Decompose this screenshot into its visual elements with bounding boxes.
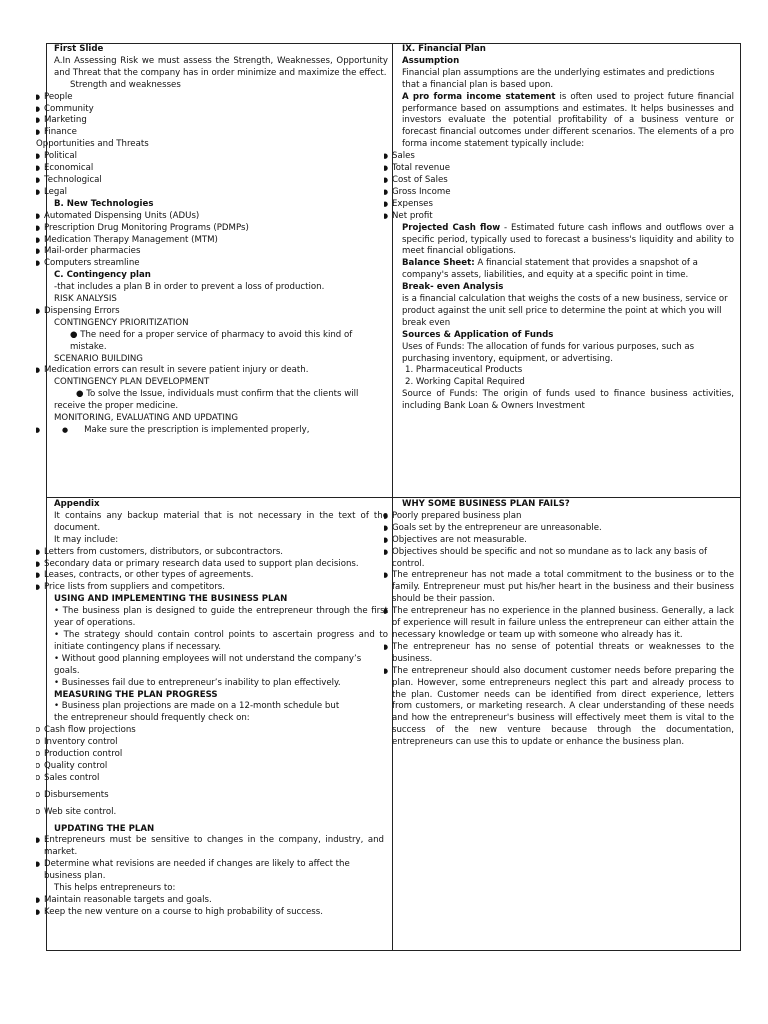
contingency-text: -that includes a plan B in order to prevent a loss of production. xyxy=(54,282,325,293)
list-item: ● Finance xyxy=(36,127,388,139)
list-item: ● Poorly prepared business plan xyxy=(384,511,734,523)
break-even-heading: Break- even Analysis xyxy=(402,282,504,293)
check-item: o Web site control. xyxy=(36,807,388,819)
development-text: ● To solve the Issue, individuals must confirm that the clients will receive the proper medicine. xyxy=(54,389,359,412)
list-item: ● The entrepreneur has no sense of potential threats or weaknesses to the business. xyxy=(384,642,734,666)
list-item: ● Economical xyxy=(36,163,388,175)
cash-flow-text: - Estimated future cash inflows and outflows over a specific period, typically used to forecast a business's liquidity and ability to meet financial obligations. xyxy=(402,222,734,257)
measuring-text: • Business plan projections are made on a 12-month schedule but the entrepreneur should frequently check on: xyxy=(54,701,340,724)
list-item: ● The entrepreneur has no experience in the planned business. Generally, a lack of experience will result in failure unless the entrepreneur can either attain the necessary knowledge or team up with someone who already has it. xyxy=(384,606,734,642)
list-item: ● Medication errors can result in severe patient injury or death. xyxy=(36,365,388,377)
list-item: ● Prescription Drug Monitoring Programs (PDMPs) xyxy=(36,223,388,235)
list-item: ● Community xyxy=(36,104,388,116)
list-item: 2. Working Capital Required xyxy=(405,377,525,388)
monitoring-item xyxy=(36,425,388,437)
appendix-title: Appendix xyxy=(54,499,100,509)
pro-forma-paragraph xyxy=(384,92,734,152)
may-include-text: It may include: xyxy=(54,534,119,545)
list-item: ● Dispensing Errors xyxy=(36,306,388,318)
monitoring-text: Make sure the prescription is implemented properly, xyxy=(84,425,310,435)
list-item: ● Political xyxy=(36,151,388,163)
sw-heading: Strength and weaknesses xyxy=(70,79,181,90)
monitoring-heading: MONITORING, EVALUATING AND UPDATING xyxy=(54,413,238,424)
ot-heading: Opportunities and Threats xyxy=(36,139,149,150)
cash-flow-label: Projected Cash flow xyxy=(402,222,501,233)
risk-analysis-heading: RISK ANALYSIS xyxy=(54,294,117,305)
list-item: • Businesses fail due to entrepreneur’s inability to plan effectively. xyxy=(54,677,341,688)
list-item: • Without good planning employees will not understand the company’s goals. xyxy=(54,653,362,676)
check-item: o Quality control xyxy=(36,761,388,773)
list-item: ● Automated Dispensing Units (ADUs) xyxy=(36,211,388,223)
cash-flow-paragraph xyxy=(384,223,734,259)
list-item: ● Computers streamline xyxy=(36,258,388,270)
first-slide-title: First Slide xyxy=(54,44,104,54)
list-item: ● Maintain reasonable targets and goals. xyxy=(36,895,388,907)
list-item: ● Leases, contracts, or other types of agreements. xyxy=(36,570,388,582)
scenario-heading: SCENARIO BUILDING xyxy=(54,353,143,364)
list-item: ● Legal xyxy=(36,187,388,199)
list-item: ● Marketing xyxy=(36,115,388,127)
list-item: ● Sales xyxy=(384,151,734,163)
measuring-heading: MEASURING THE PLAN PROGRESS xyxy=(54,689,218,700)
sources-heading: Sources & Application of Funds xyxy=(402,329,554,340)
balance-paragraph xyxy=(384,258,734,282)
list-item: ● Cost of Sales xyxy=(384,175,734,187)
development-heading: CONTINGENCY PLAN DEVELOPMENT xyxy=(54,377,210,388)
updating-heading: UPDATING THE PLAN xyxy=(54,823,155,834)
check-item: o Disbursements xyxy=(36,790,388,802)
using-heading: USING AND IMPLEMENTING THE BUSINESS PLAN xyxy=(54,594,288,605)
check-item: o Inventory control xyxy=(36,737,388,749)
fails-title: WHY SOME BUSINESS PLAN FAILS? xyxy=(402,499,570,509)
balance-label: Balance Sheet: xyxy=(402,258,475,269)
break-even-text: is a financial calculation that weighs the costs of a new business, service or product against the unit sell price to determine the point at which you will break even xyxy=(402,294,728,328)
list-item: ● Net profit xyxy=(384,211,734,223)
source-text: Source of Funds: The origin of funds used to finance business activities, including Bank Loan & Owners Investment xyxy=(402,389,734,412)
assumption-text: Financial plan assumptions are the underlying estimates and predictions that a financial plan is based upon. xyxy=(402,67,715,90)
first-slide-section xyxy=(36,44,388,437)
check-item: o Sales control xyxy=(36,773,388,785)
list-item: ● Keep the new venture on a course to high probability of success. xyxy=(36,907,388,919)
list-item: ● Goals set by the entrepreneur are unreasonable. xyxy=(384,523,734,535)
list-item: ● Total revenue xyxy=(384,163,734,175)
list-item: • The business plan is designed to guide the entrepreneur through the first year of operations. xyxy=(54,606,388,629)
prioritization-text: ● The need for a proper service of pharmacy to avoid this kind of mistake. xyxy=(70,329,353,352)
list-item: ● People xyxy=(36,92,388,104)
list-item: ● Objectives are not measurable. xyxy=(384,535,734,547)
list-item: ● The entrepreneur should also document customer needs before preparing the plan. However, some entrepreneurs neglect this part and already process to the plan. Customer needs can be identified from direct experience, letters from customers, or marketing research. A clear understanding of these needs and how the entrepreneur's business will effectively meet them is vital to the success of the new venture because through the documentation, entrepreneurs can use this to update or enhance the business plan. xyxy=(384,666,734,749)
prioritization-heading: CONTINGENCY PRIORITIZATION xyxy=(54,317,189,328)
list-item: ● Objectives should be specific and not so mundane as to lack any basis of control. xyxy=(384,547,734,571)
check-item: o Production control xyxy=(36,749,388,761)
balance-text: A financial statement that provides a snapshot of a company's assets, liabilities, and equity at a specific point in time. xyxy=(402,258,698,281)
assumption-heading: Assumption xyxy=(402,55,460,66)
uses-text: Uses of Funds: The allocation of funds for various purposes, such as purchasing inventory, equipment, or advertising. xyxy=(402,341,695,364)
list-item: ● Secondary data or primary research data used to support plan decisions. xyxy=(36,559,388,571)
helps-text: This helps entrepreneurs to: xyxy=(54,883,176,894)
check-item: o Cash flow projections xyxy=(36,725,388,737)
assessing-risk-text: A.In Assessing Risk we must assess the Strength, Weaknesses, Opportunity and Threat that the company has in order minimize and maximize the effect. xyxy=(54,55,388,78)
contingency-heading: C. Contingency plan xyxy=(54,270,151,281)
list-item: ● Medication Therapy Management (MTM) xyxy=(36,235,388,247)
list-item: ● Expenses xyxy=(384,199,734,211)
list-item: ● Price lists from suppliers and competitors. xyxy=(36,582,388,594)
list-item: ● Technological xyxy=(36,175,388,187)
list-item: ● Determine what revisions are needed if changes are likely to affect the business plan. xyxy=(36,859,388,883)
pro-forma-label: A pro forma income statement xyxy=(402,91,556,102)
list-item: ● Mail-order pharmacies xyxy=(36,246,388,258)
row-divider xyxy=(46,497,741,498)
financial-plan-section xyxy=(384,44,734,413)
pro-forma-text: is often used to project future financial performance based on assumptions and estimates. It helps businesses and investors evaluate the potential profitability of a business venture or forecast financial outcomes under different scenarios. The elements of a pro forma income statement typically include: xyxy=(402,91,734,150)
list-item: ● Gross Income xyxy=(384,187,734,199)
list-item: 1. Pharmaceutical Products xyxy=(405,365,523,376)
appendix-section xyxy=(36,499,388,919)
list-item: ● The entrepreneur has not made a total commitment to the business or to the family. Entrepreneur must put his/her heart in the business and their business should be their passion. xyxy=(384,570,734,606)
list-item: ● Letters from customers, distributors, or subcontractors. xyxy=(36,547,388,559)
list-item: ● Entrepreneurs must be sensitive to changes in the company, industry, and market. xyxy=(36,835,388,859)
monitoring-bullet: ● xyxy=(62,426,69,434)
list-item: • The strategy should contain control points to ascertain progress and to initiate contingency plans if necessary. xyxy=(54,629,388,652)
financial-plan-title: IX. Financial Plan xyxy=(402,44,486,54)
plan-fails-section xyxy=(384,499,734,749)
appendix-text: It contains any backup material that is not necessary in the text of the document. xyxy=(54,510,388,533)
new-tech-heading: B. New Technologies xyxy=(54,198,154,209)
